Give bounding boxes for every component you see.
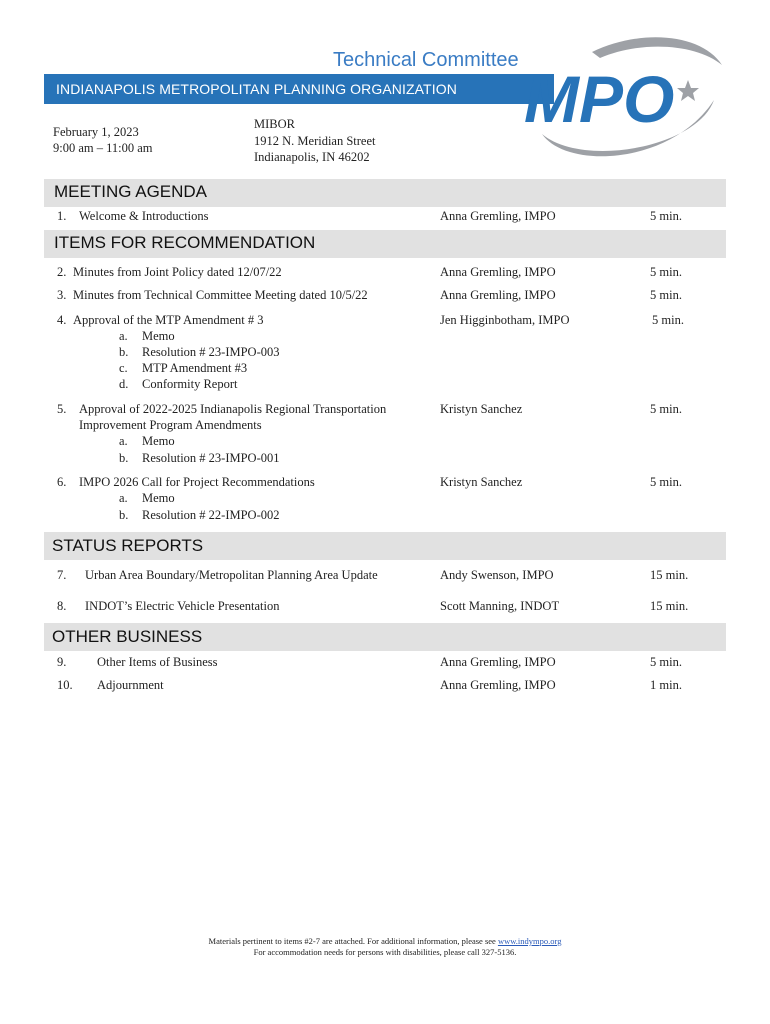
item-duration: 5 min.: [650, 209, 682, 223]
footer-notes: [0, 936, 770, 958]
subitem-letter: b.: [119, 345, 129, 359]
subitem-text: Memo: [142, 329, 175, 343]
item-title: Approval of 2022-2025 Indianapolis Regional Transportation: [79, 402, 387, 416]
footer-materials-text: Materials pertinent to items #2-7 are attached. For additional information, please see: [208, 936, 498, 946]
subitem-text: Memo: [142, 434, 175, 448]
address-line1: 1912 N. Meridian Street: [254, 134, 376, 148]
item-number: 10.: [57, 678, 73, 692]
item-title: Minutes from Joint Policy dated 12/07/22: [73, 265, 282, 279]
item-presenter: Anna Gremling, IMPO: [440, 678, 556, 692]
item-number: 2.: [57, 265, 67, 279]
item-number: 9.: [57, 655, 67, 669]
item-duration: 5 min.: [650, 265, 682, 279]
subitem-text: Resolution # 23-IMPO-003: [142, 345, 280, 359]
subitem-text: MTP Amendment #3: [142, 361, 248, 375]
subitem-letter: d.: [119, 377, 129, 391]
subitem-text: Memo: [142, 491, 175, 505]
item-presenter: Kristyn Sanchez: [440, 402, 523, 416]
subitem-letter: a.: [119, 434, 128, 448]
subitem-letter: c.: [119, 361, 128, 375]
item-title: Approval of the MTP Amendment # 3: [73, 313, 264, 327]
item-title: INDOT’s Electric Vehicle Presentation: [85, 599, 280, 613]
item-presenter: Anna Gremling, IMPO: [440, 265, 556, 279]
address-line2: Indianapolis, IN 46202: [254, 150, 370, 164]
mpo-logo-icon: [522, 30, 726, 160]
subitem-letter: b.: [119, 451, 129, 465]
item-title: Minutes from Technical Committee Meeting dated 10/5/22: [73, 288, 368, 302]
item-title: Other Items of Business: [97, 655, 218, 669]
section-title-status: STATUS REPORTS: [52, 536, 204, 555]
item-duration: 5 min.: [650, 288, 682, 302]
item-duration: 5 min.: [652, 313, 684, 327]
item-duration: 5 min.: [650, 475, 682, 489]
logo-text: MPO: [524, 62, 675, 136]
subitem-text: Resolution # 22-IMPO-002: [142, 508, 280, 522]
subitem-letter: b.: [119, 508, 129, 522]
item-presenter: Anna Gremling, IMPO: [440, 655, 556, 669]
item-duration: 15 min.: [650, 599, 689, 613]
item-number: 8.: [57, 599, 67, 613]
meeting-time: 9:00 am – 11:00 am: [53, 141, 153, 155]
item-number: 7.: [57, 568, 67, 582]
footer-accommodation-text: For accommodation needs for persons with disabilities, please call 327-5136.: [253, 947, 517, 957]
item-number: 3.: [57, 288, 67, 302]
item-title-continued: Improvement Program Amendments: [79, 418, 262, 432]
item-presenter: Scott Manning, INDOT: [440, 599, 560, 613]
item-title: IMPO 2026 Call for Project Recommendations: [79, 475, 315, 489]
subitem-text: Conformity Report: [142, 377, 238, 391]
section-title-agenda: MEETING AGENDA: [54, 182, 208, 201]
item-title: Adjournment: [97, 678, 164, 692]
footer-line-1: [0, 936, 770, 947]
subitem-letter: a.: [119, 329, 128, 343]
organization-name: INDIANAPOLIS METROPOLITAN PLANNING ORGANIZATION: [56, 81, 457, 97]
item-title: Welcome & Introductions: [79, 209, 209, 223]
item-presenter: Kristyn Sanchez: [440, 475, 523, 489]
section-title-recommendation: ITEMS FOR RECOMMENDATION: [54, 233, 316, 252]
item-number: 6.: [57, 475, 67, 489]
item-presenter: Jen Higginbotham, IMPO: [440, 313, 570, 327]
subitem-text: Resolution # 23-IMPO-001: [142, 451, 280, 465]
meeting-date: February 1, 2023: [53, 125, 139, 139]
subitem-letter: a.: [119, 491, 128, 505]
committee-title: Technical Committee: [333, 49, 519, 71]
item-presenter: Anna Gremling, IMPO: [440, 288, 556, 302]
item-number: 1.: [57, 209, 67, 223]
item-number: 4.: [57, 313, 67, 327]
item-presenter: Anna Gremling, IMPO: [440, 209, 556, 223]
item-duration: 15 min.: [650, 568, 689, 582]
item-duration: 1 min.: [650, 678, 682, 692]
location-name: MIBOR: [254, 117, 295, 131]
website-link[interactable]: www.indympo.org: [497, 936, 562, 946]
item-presenter: Andy Swenson, IMPO: [440, 568, 554, 582]
item-duration: 5 min.: [650, 402, 682, 416]
item-title: Urban Area Boundary/Metropolitan Planning Area Update: [85, 568, 378, 582]
item-duration: 5 min.: [650, 655, 682, 669]
item-number: 5.: [57, 402, 67, 416]
section-title-other: OTHER BUSINESS: [52, 627, 203, 646]
